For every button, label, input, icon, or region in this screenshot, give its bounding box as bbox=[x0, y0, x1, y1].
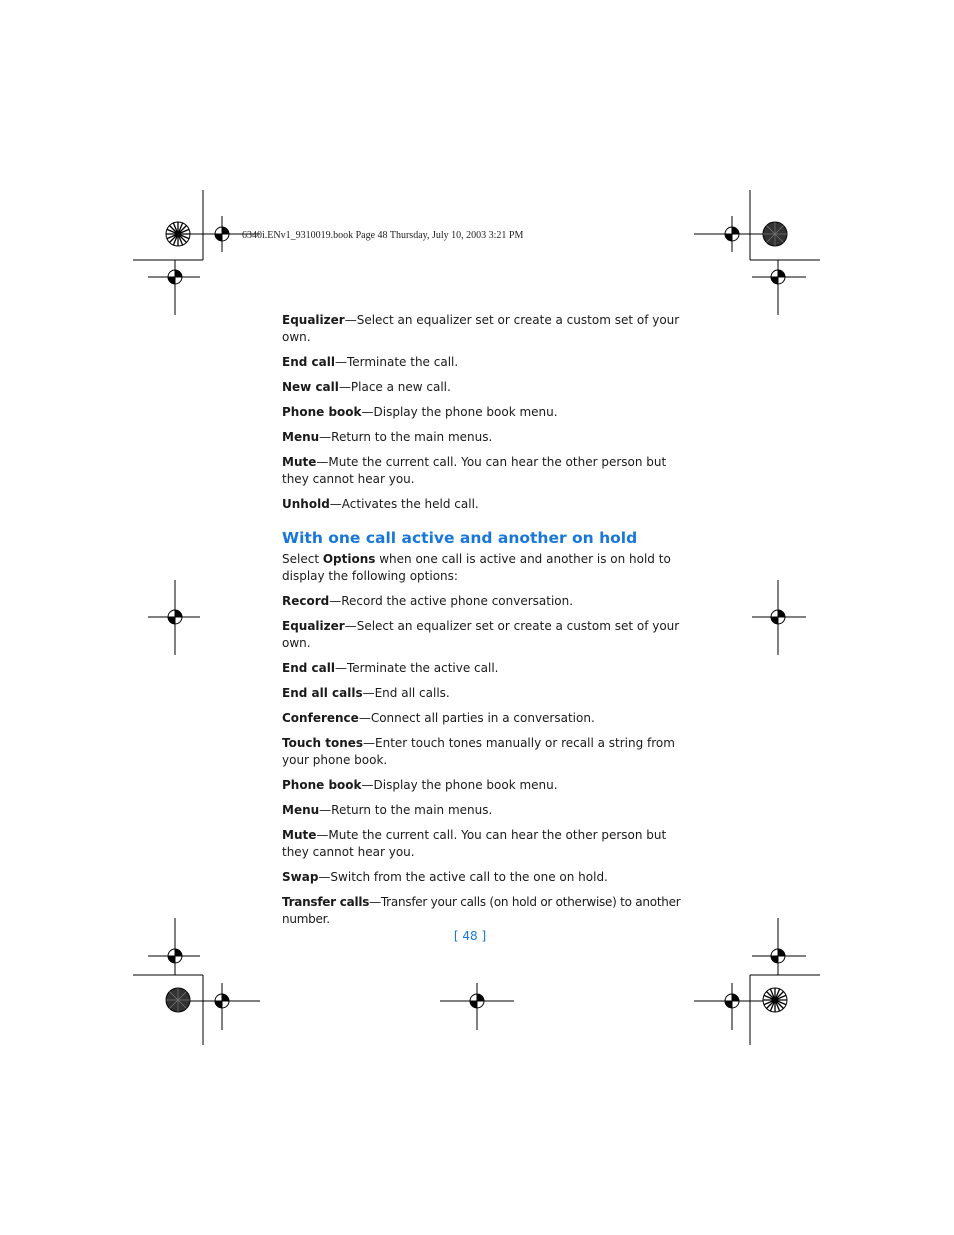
option-desc: —Mute the current call. You can hear the other person but they cannot hear you. bbox=[282, 455, 667, 486]
list-item bbox=[282, 429, 692, 446]
option-term: End call bbox=[282, 355, 335, 369]
list-item bbox=[282, 660, 692, 677]
option-desc: —Display the phone book menu. bbox=[361, 405, 558, 419]
option-desc: —Mute the current call. You can hear the other person but they cannot hear you. bbox=[282, 828, 667, 859]
option-term: Unhold bbox=[282, 497, 330, 511]
option-desc: —End all calls. bbox=[362, 686, 450, 700]
option-term: Conference bbox=[282, 711, 359, 725]
option-term: Menu bbox=[282, 430, 320, 444]
option-desc: —Select an equalizer set or create a custom set of your own. bbox=[282, 619, 680, 650]
list-item bbox=[282, 685, 692, 702]
option-term: Mute bbox=[282, 828, 317, 842]
option-term: Phone book bbox=[282, 778, 362, 792]
list-item bbox=[282, 404, 692, 421]
list-item bbox=[282, 894, 692, 928]
option-term: Phone book bbox=[282, 405, 362, 419]
option-desc: —Select an equalizer set or create a custom set of your own. bbox=[282, 313, 680, 344]
options-list-bottom bbox=[282, 593, 692, 928]
list-item bbox=[282, 593, 692, 610]
section-heading: With one call active and another on hold bbox=[282, 529, 638, 547]
options-list-top bbox=[282, 312, 692, 513]
page-number: [ 48 ] bbox=[453, 929, 487, 943]
intro-text: Select bbox=[282, 552, 323, 566]
option-term: Transfer calls bbox=[282, 895, 370, 909]
option-term: Equalizer bbox=[282, 313, 345, 327]
list-item bbox=[282, 802, 692, 819]
list-item bbox=[282, 777, 692, 794]
list-item bbox=[282, 354, 692, 371]
option-desc: —Record the active phone conversation. bbox=[329, 594, 574, 608]
list-item bbox=[282, 827, 692, 861]
option-term: New call bbox=[282, 380, 339, 394]
option-term: Touch tones bbox=[282, 736, 364, 750]
option-term: Record bbox=[282, 594, 330, 608]
option-desc: —Place a new call. bbox=[338, 380, 451, 394]
list-item bbox=[282, 454, 692, 488]
option-term: Swap bbox=[282, 870, 319, 884]
option-desc: —Return to the main menus. bbox=[319, 430, 493, 444]
intro-bold: Options bbox=[322, 552, 376, 566]
option-term: Mute bbox=[282, 455, 317, 469]
list-item bbox=[282, 618, 692, 652]
list-item bbox=[282, 379, 692, 396]
option-desc: —Transfer your calls (on hold or otherwise) to another number. bbox=[282, 895, 681, 926]
option-desc: —Activates the held call. bbox=[329, 497, 479, 511]
option-desc: —Return to the main menus. bbox=[319, 803, 493, 817]
option-desc: —Display the phone book menu. bbox=[361, 778, 558, 792]
option-term: Menu bbox=[282, 803, 320, 817]
list-item bbox=[282, 869, 692, 886]
option-term: End call bbox=[282, 661, 335, 675]
option-term: End all calls bbox=[282, 686, 363, 700]
page-content bbox=[282, 312, 692, 936]
section-intro bbox=[282, 551, 692, 585]
print-header: 6340i.ENv1_9310019.book Page 48 Thursday, July 10, 2003 3:21 PM bbox=[242, 230, 524, 241]
option-term: Equalizer bbox=[282, 619, 345, 633]
option-desc: —Connect all parties in a conversation. bbox=[358, 711, 595, 725]
list-item bbox=[282, 496, 692, 513]
list-item bbox=[282, 312, 692, 346]
list-item bbox=[282, 735, 692, 769]
list-item bbox=[282, 710, 692, 727]
option-desc: —Switch from the active call to the one on hold. bbox=[318, 870, 608, 884]
option-desc: —Terminate the active call. bbox=[334, 661, 499, 675]
intro-text: when one call is active and another is on hold to display the following options: bbox=[282, 552, 671, 583]
option-desc: —Enter touch tones manually or recall a string from your phone book. bbox=[282, 736, 675, 767]
option-desc: —Terminate the call. bbox=[334, 355, 459, 369]
